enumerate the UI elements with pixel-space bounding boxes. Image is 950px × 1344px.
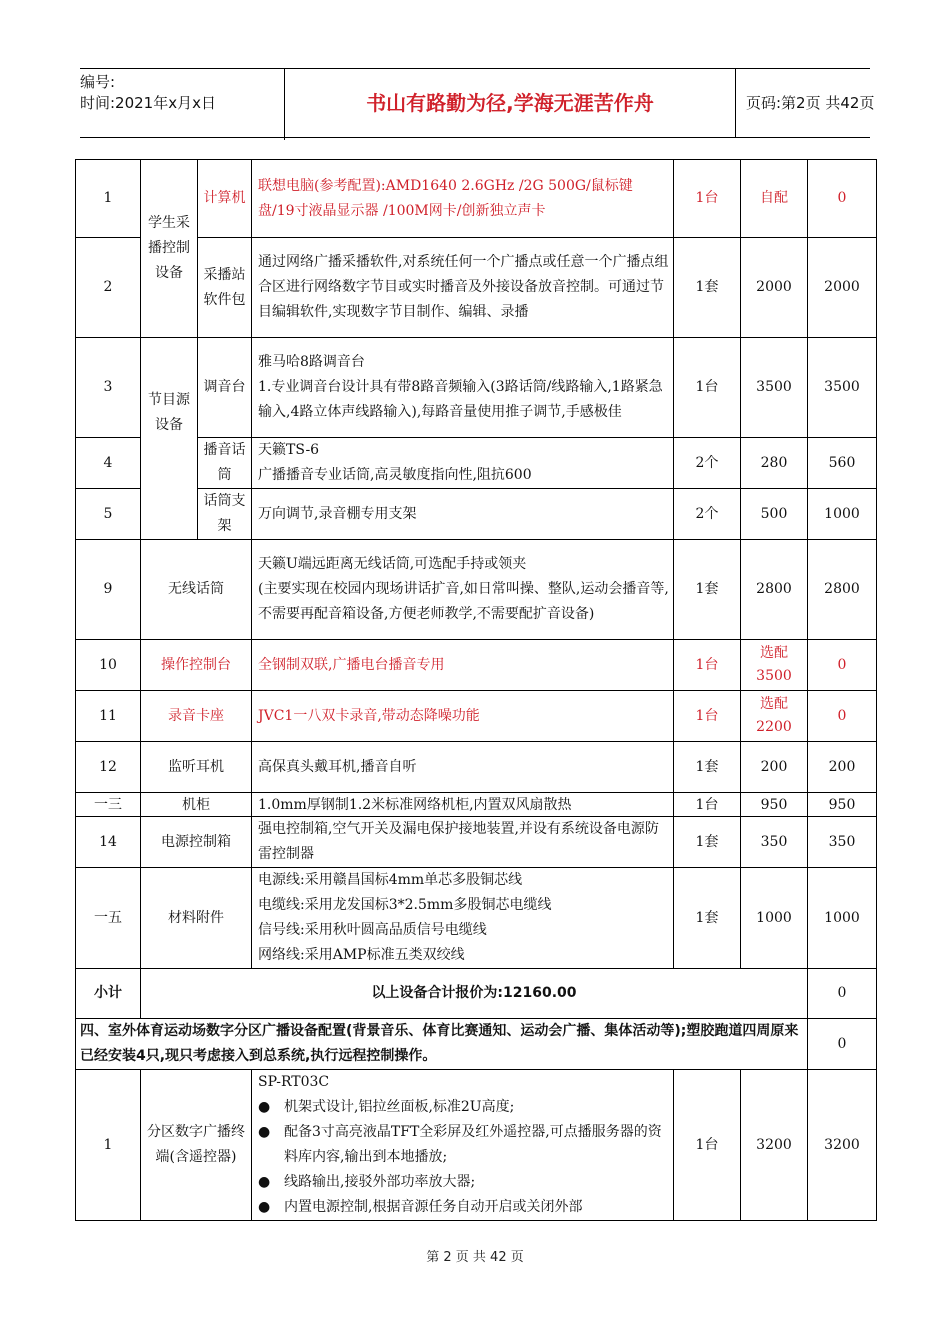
row-total: 2000 — [808, 238, 877, 338]
row-no: 12 — [76, 742, 141, 793]
desc-text: (主要实现在校园内现场讲话扩音,如日常叫操、整队,运动会播音等,不需要再配音箱设备,方便老师教学,不需要配扩音设备) — [258, 581, 669, 622]
subtotal-total: 0 — [808, 969, 877, 1019]
row-qty: 1台 — [674, 691, 741, 742]
row-price: 选配2200 — [741, 691, 808, 742]
row-name: 话筒支架 — [198, 489, 252, 540]
row-no: 11 — [76, 691, 141, 742]
row-qty: 1套 — [674, 238, 741, 338]
row-total: 200 — [808, 742, 877, 793]
row-name: 操作控制台 — [141, 640, 252, 691]
bullet-item: ● 线路输出,接驳外部功率放大器; — [258, 1170, 669, 1195]
row-total: 3200 — [808, 1070, 877, 1221]
row-desc: 万向调节,录音棚专用支架 — [252, 489, 674, 540]
row-total: 1000 — [808, 868, 877, 969]
bullet-item: ● 机架式设计,铝拉丝面板,标准2U高度; — [258, 1095, 669, 1120]
row-qty: 1套 — [674, 742, 741, 793]
table-row — [76, 691, 877, 742]
row-qty: 1台 — [674, 640, 741, 691]
row-total: 3500 — [808, 338, 877, 438]
subtotal-text: 以上设备合计报价为:12160.00 — [141, 969, 808, 1019]
desc-line: 网络线:采用AMP标准五类双绞线 — [258, 947, 465, 963]
table-row — [76, 338, 877, 438]
row-desc: 强电控制箱,空气开关及漏电保护接地装置,并设有系统设备电源防雷控制器 — [252, 817, 674, 868]
row-name: 采播站软件包 — [198, 238, 252, 338]
row-name: 计算机 — [198, 160, 252, 238]
row-desc — [252, 540, 674, 640]
row-name: 电源控制箱 — [141, 817, 252, 868]
section-total: 0 — [808, 1019, 877, 1070]
row-name: 播音话筒 — [198, 438, 252, 489]
row-total: 350 — [808, 817, 877, 868]
bullet-icon: ● — [258, 1124, 271, 1140]
page-footer: 第 2 页 共 42 页 — [426, 1250, 524, 1265]
table-row — [76, 868, 877, 969]
table-row — [76, 489, 877, 540]
row-qty: 2个 — [674, 438, 741, 489]
bullet-item: ● 配备3寸高亮液晶TFT全彩屏及红外遥控器,可点播服务器的资料库内容,输出到本地播放; — [258, 1120, 669, 1170]
row-price: 3500 — [741, 338, 808, 438]
row-qty: 1台 — [674, 338, 741, 438]
row-price: 200 — [741, 742, 808, 793]
row-qty: 1套 — [674, 817, 741, 868]
subtotal-label: 小计 — [76, 969, 141, 1019]
row-price: 3200 — [741, 1070, 808, 1221]
row-no: 4 — [76, 438, 141, 489]
section-row — [76, 1019, 877, 1070]
subtotal-row — [76, 969, 877, 1019]
bullet-icon: ● — [258, 1099, 271, 1115]
row-no: 10 — [76, 640, 141, 691]
section-title: 四、室外体育运动场数字分区广播设备配置(背景音乐、体育比赛通知、运动会广播、集体活动等);塑胶跑道四周原来已经安装4只,现只考虑接入到总系统,执行远程控制操作。 — [76, 1019, 808, 1070]
row-name: 录音卡座 — [141, 691, 252, 742]
row-name: 调音台 — [198, 338, 252, 438]
row-price: 2000 — [741, 238, 808, 338]
row-name: 机柜 — [141, 793, 252, 817]
header-page-info: 页码:第2页 共42页 — [746, 94, 875, 112]
row-no: 9 — [76, 540, 141, 640]
group-blank — [141, 489, 198, 540]
row-no: 2 — [76, 238, 141, 338]
bullet-icon: ● — [258, 1199, 271, 1215]
row-total: 950 — [808, 793, 877, 817]
row-desc — [252, 868, 674, 969]
group-label: 学生采播控制设备 — [141, 160, 198, 338]
row-no: 14 — [76, 817, 141, 868]
row-qty: 1套 — [674, 540, 741, 640]
header-meta — [80, 69, 285, 140]
table-row — [76, 793, 877, 817]
row-desc: 1.0mm厚钢制1.2米标准网络机柜,内置双风扇散热 — [252, 793, 674, 817]
table-row — [76, 1070, 877, 1221]
row-total: 0 — [808, 691, 877, 742]
table-row — [76, 160, 877, 238]
row-qty: 1台 — [674, 1070, 741, 1221]
header-slogan: 书山有路勤为径,学海无涯苦作舟 — [285, 69, 736, 137]
row-price: 500 — [741, 489, 808, 540]
desc-line: 电源线:采用赣昌国标4mm单芯多股铜芯线 — [258, 872, 523, 888]
row-qty: 2个 — [674, 489, 741, 540]
row-total: 0 — [808, 160, 877, 238]
desc-title: 雅马哈8路调音台 — [258, 354, 365, 370]
row-desc — [252, 338, 674, 438]
row-desc: 联想电脑(参考配置):AMD1640 2.6GHz /2G 500G/鼠标键盘/19寸液晶显示器 /100M网卡/创新独立声卡 — [252, 160, 674, 238]
row-total: 560 — [808, 438, 877, 489]
row-price: 950 — [741, 793, 808, 817]
row-desc: 全钢制双联,广播电台播音专用 — [252, 640, 674, 691]
group-label: 节目源设备 — [141, 338, 198, 489]
row-name: 分区数字广播终端(含遥控器) — [141, 1070, 252, 1221]
bullet-icon: ● — [258, 1174, 271, 1190]
desc-text: 1.专业调音台设计具有带8路音频输入(3路话筒/线路输入,1路紧急输入,4路立体声线路输入),每路音量使用推子调节,手感极佳 — [258, 379, 663, 420]
table-row — [76, 817, 877, 868]
row-qty: 1台 — [674, 160, 741, 238]
row-name: 无线话筒 — [141, 540, 252, 640]
row-no: 1 — [76, 160, 141, 238]
row-desc — [252, 438, 674, 489]
row-no: 一五 — [76, 868, 141, 969]
row-price: 280 — [741, 438, 808, 489]
bullet-item: ● 内置电源控制,根据音源任务自动开启或关闭外部 — [258, 1195, 669, 1220]
desc-line: 信号线:采用秋叶圆高品质信号电缆线 — [258, 922, 487, 938]
number-label: 编号: — [80, 73, 116, 91]
row-total: 2800 — [808, 540, 877, 640]
row-no: 一三 — [76, 793, 141, 817]
page-header — [80, 68, 875, 138]
row-no: 5 — [76, 489, 141, 540]
row-total: 1000 — [808, 489, 877, 540]
row-price: 自配 — [741, 160, 808, 238]
row-name: 材料附件 — [141, 868, 252, 969]
time-label: 时间:2021年x月x日 — [80, 94, 216, 112]
row-name: 监听耳机 — [141, 742, 252, 793]
row-price: 选配3500 — [741, 640, 808, 691]
row-total: 0 — [808, 640, 877, 691]
row-price: 2800 — [741, 540, 808, 640]
model-name: SP-RT03C — [258, 1074, 330, 1090]
row-price: 1000 — [741, 868, 808, 969]
desc-title: 天籁U端远距离无线话筒,可选配手持或领夹 — [258, 556, 527, 572]
desc-text: 广播播音专业话筒,高灵敏度指向性,阻抗600 — [258, 467, 532, 483]
row-price: 350 — [741, 817, 808, 868]
row-qty: 1台 — [674, 793, 741, 817]
row-desc: 通过网络广播采播软件,对系统任何一个广播点或任意一个广播点组合区进行网络数字节目或实时播音及外接设备放音控制。可通过节目编辑软件,实现数字节目制作、编辑、录播 — [252, 238, 674, 338]
desc-line: 电缆线:采用龙发国标3*2.5mm多股铜芯电缆线 — [258, 897, 552, 913]
table-row — [76, 742, 877, 793]
row-no: 1 — [76, 1070, 141, 1221]
row-qty: 1套 — [674, 868, 741, 969]
row-desc: JVC1一八双卡录音,带动态降噪功能 — [252, 691, 674, 742]
row-desc — [252, 1070, 674, 1221]
row-desc: 高保真头戴耳机,播音自听 — [252, 742, 674, 793]
equipment-table — [75, 159, 877, 1221]
table-row — [76, 540, 877, 640]
table-row — [76, 640, 877, 691]
row-no: 3 — [76, 338, 141, 438]
desc-title: 天籁TS-6 — [258, 442, 320, 458]
